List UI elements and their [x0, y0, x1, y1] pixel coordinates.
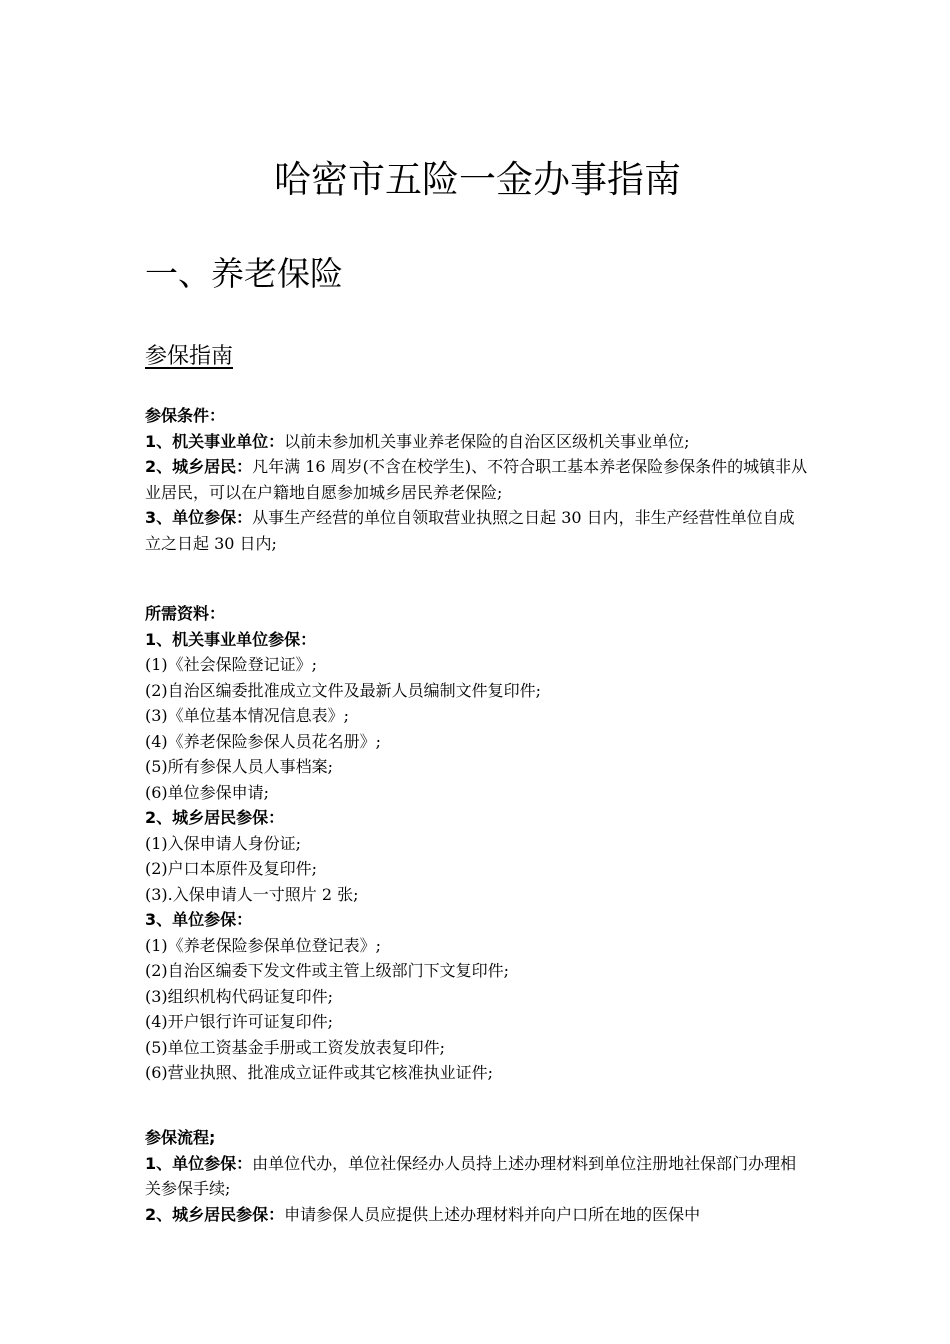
- material-item: (5)单位工资基金手册或工资发放表复印件;: [145, 1037, 446, 1057]
- material-item: (3)组织机构代码证复印件;: [145, 986, 334, 1006]
- conditions-heading: 参保条件：: [145, 406, 226, 425]
- materials-group-label: 3、单位参保：: [145, 910, 253, 929]
- section-heading-pension: 一、养老保险: [145, 254, 343, 293]
- material-item: (1)入保申请人身份证;: [145, 833, 302, 853]
- process-block: [145, 1125, 810, 1227]
- process-item: 1、单位参保：由单位代办，单位社保经办人员持上述办理材料到单位注册地社保部门办理相关参保手续;: [145, 1153, 797, 1198]
- subsection-heading-guide: 参保指南: [145, 344, 234, 369]
- material-item: (2)户口本原件及复印件;: [145, 859, 318, 878]
- process-item: 2、城乡居民参保：申请参保人员应提供上述办理材料并向户口所在地的医保中: [145, 1204, 701, 1224]
- materials-group-label: 1、机关事业单位参保：: [145, 629, 317, 649]
- material-item: (4)《养老保险参保人员花名册》;: [145, 731, 382, 751]
- material-item: (2)自治区编委下发文件或主管上级部门下文复印件;: [145, 961, 510, 980]
- material-item: (3)《单位基本情况信息表》;: [145, 706, 350, 725]
- materials-block: [145, 601, 810, 1086]
- condition-item: 1、机关事业单位：以前未参加机关事业养老保险的自治区区级机关事业单位;: [145, 431, 690, 451]
- condition-item: 3、单位参保：从事生产经营的单位自领取营业执照之日起 30 日内，非生产经营性单位自成立之日起 30 日内;: [145, 508, 795, 553]
- material-item: (1)《养老保险参保单位登记表》;: [145, 935, 382, 955]
- material-item: (3).入保申请人一寸照片 2 张;: [145, 884, 359, 904]
- document-title: 哈密市五险一金办事指南: [274, 158, 681, 201]
- material-item: (4)开户银行许可证复印件;: [145, 1012, 334, 1031]
- materials-group-label: 2、城乡居民参保：: [145, 808, 285, 827]
- material-item: (6)营业执照、批准成立证件或其它核准执业证件;: [145, 1063, 494, 1082]
- condition-item: 2、城乡居民：凡年满 16 周岁(不含在校学生)、不符合职工基本养老保险参保条件的城镇非从业居民，可以在户籍地自愿参加城乡居民养老保险;: [145, 457, 808, 502]
- material-item: (5)所有参保人员人事档案;: [145, 757, 334, 776]
- process-heading: 参保流程;: [145, 1128, 216, 1147]
- material-item: (1)《社会保险登记证》;: [145, 655, 318, 674]
- material-item: (2)自治区编委批准成立文件及最新人员编制文件复印件;: [145, 680, 542, 700]
- conditions-block: [145, 403, 810, 556]
- material-item: (6)单位参保申请;: [145, 782, 270, 802]
- materials-heading: 所需资料：: [145, 604, 226, 623]
